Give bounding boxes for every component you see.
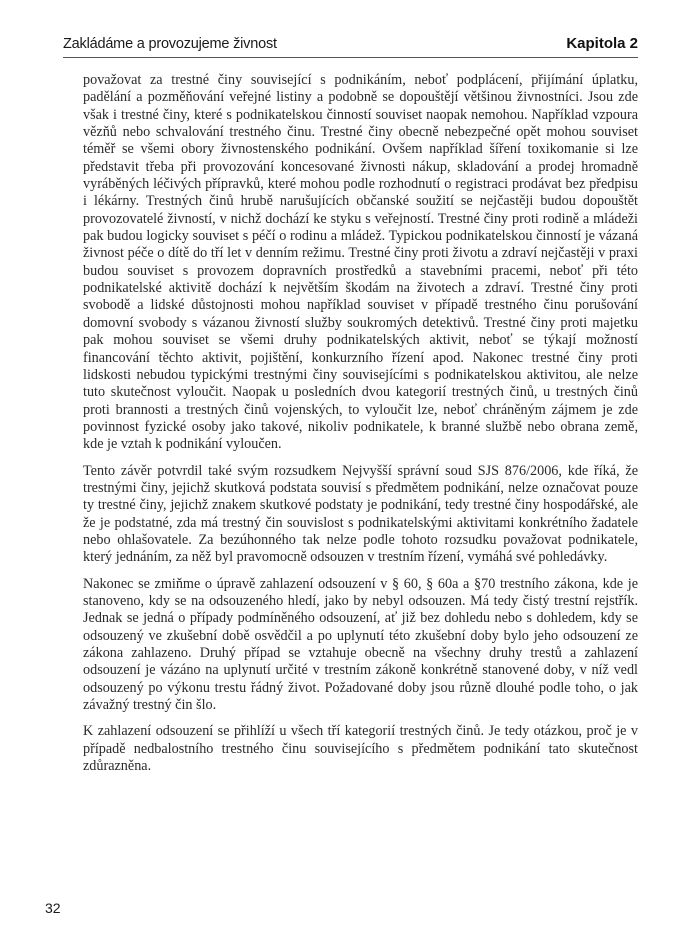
body-text bbox=[83, 72, 638, 784]
running-title: Zakládáme a provozujeme živnost bbox=[63, 36, 277, 52]
page-number: 32 bbox=[45, 900, 61, 916]
paragraph: Tento závěr potvrdil také svým rozsudkem Nejvyšší správní soud SJS 876/2006, kde říká, že trestnými činy, jejichž skutková podstata souvisí s předmětem podnikání, nelze označovat pouze ty trestné činy, jejichž znakem skutkové podstaty je podnikání, tedy trestné činy hospodářské, ale že je podstatné, zda má trestný čin souvislost s podnikatelskými aktivitami konkrétního žadatele nebo ohlašovatele. Za bezúhonného tak nelze podle tohoto rozsudku považovat podnikatele, který jednáním, za něž byl pravomocně odsouzen v trestním řízení, vymáhá své pohledávky. bbox=[83, 462, 638, 566]
chapter-label: Kapitola 2 bbox=[566, 35, 638, 52]
paragraph: Nakonec se zmiňme o úpravě zahlazení odsouzení v § 60, § 60a a §70 trestního zákona, kde je stanoveno, kdy se na odsouzeného hledí, jako by nebyl odsouzen. Má tedy čistý trestní rejstřík. Jednak se jedná o případy podmíněného odsouzení, ať již bez dohledu nebo s dohledem, kdy se odsouzený ve zkušební době osvědčil a po uplynutí této zkušební doby bylo jeho odsouzení ze zákona zahlazeno. Druhý případ se vztahuje obecně na všechny druhy trestů a zahlazení odsouzení je vázáno na uplynutí určité v trestním zákoně konkrétně stanovené doby, v níž vedl odsouzený po výkonu trestu řádný život. Požadované doby jsou různě dlouhé podle toho, o jak závažný trestný čin šlo. bbox=[83, 575, 638, 714]
page-header bbox=[63, 33, 638, 58]
paragraph: považovat za trestné činy související s podnikáním, neboť podplácení, přijímání úplatku, padělání a pozměňování veřejné listiny a podobně se dopouštějí většinou živnostníci. Jsou zde však i trestné činy, které s podnikatelskou činností souviset naopak nemohou. Například vzpoura vězňů nebo schvalování trestného činu. Trestné činy obecně nebezpečné opět mohou souviset téměř se všemi obory živnostenského podnikání. Ovšem například šíření toxikomanie si lze představit třeba při provozování koncesované živnosti nákup, skladování a prodej hromadně vyráběných léčivých přípravků, které mohou podle rozhodnutí o registraci prodávat bez předpisu i lékárny. Trestných činů hrubě narušujících občanské soužití se nejčastěji budou dopouštět provozovatelé živností, v nichž dochází ke styku s veřejností. Trestné činy proti rodině a mládeži pak budou logicky souviset s péčí o rodinu a mládež. Typickou podnikatelskou činností je vázaná živnost péče o dítě do tří let v denním režimu. Trestné činy proti životu a zdraví nejčastěji v praxi budou souviset s provozem dopravních prostředků a stavebními pracemi, neboť při této podnikatelské aktivitě dochází k největším škodám na životech a zdraví. Trestné činy proti svobodě a lidské důstojnosti mohou například souviset v případě trestného činu porušování domovní svobody s vázanou živností služby soukromých detektivů. Trestné činy proti majetku pak mohou souviset se všemi druhy podnikatelských aktivit, neboť se týkají možností financování těchto aktivit, pojištění, konkurzního řízení apod. Nakonec trestné činy proti lidskosti nebudou typickými trestnými činy souvisejícími s podnikatelskou aktivitou, ale nelze tuto skutečnost vyloučit. Naopak u posledních dvou kategorií trestných činů, u trestných činů proti brannosti a trestných činů vojenských, to vyloučit lze, neboť chráněným zájmem je zde povinnost fyzické osoby jako takové, nikoliv podnikatele, k branné službě nebo obrana země, kde je vztah k podnikání vyloučen. bbox=[83, 72, 638, 453]
paragraph: K zahlazení odsouzení se přihlíží u všech tří kategorií trestných činů. Je tedy otázkou, proč je v případě nedbalostního trestného činu souvisejícího s předmětem podnikání tato skutečnost zdůrazněna. bbox=[83, 723, 638, 775]
